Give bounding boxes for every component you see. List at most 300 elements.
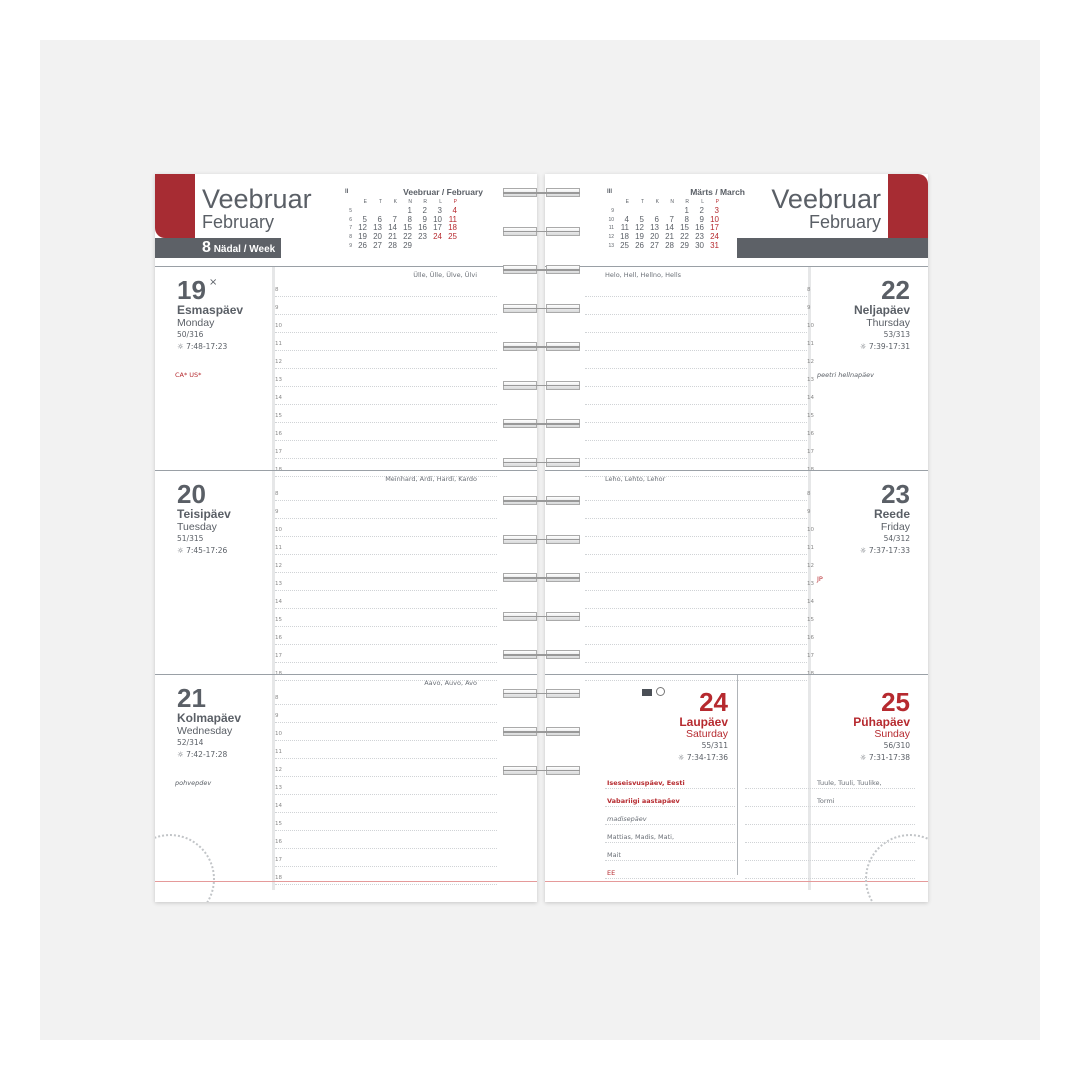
- mini-day-cell[interactable]: 2: [422, 205, 427, 215]
- hour-line[interactable]: [585, 501, 807, 519]
- mini-day-header: R: [685, 199, 689, 205]
- mini-day-cell[interactable]: 22: [403, 232, 412, 242]
- sun-times: [860, 342, 910, 351]
- sun-times: [177, 342, 227, 351]
- hour-line[interactable]: [275, 723, 497, 741]
- weekday-en: Sunday: [874, 728, 910, 740]
- hour-line[interactable]: [585, 387, 807, 405]
- hour-line[interactable]: [585, 441, 807, 459]
- hour-line[interactable]: [275, 501, 497, 519]
- hour-line[interactable]: [585, 315, 807, 333]
- mini-day-cell[interactable]: 3: [437, 205, 442, 215]
- mini-day-cell[interactable]: 27: [650, 240, 659, 250]
- mini-calendar-february: [345, 188, 485, 258]
- hour-number: 11: [275, 749, 282, 755]
- mini-week-number: 7: [349, 225, 352, 232]
- mini-week-number: 8: [349, 234, 352, 241]
- hour-number: 14: [807, 599, 814, 605]
- mini-day-cell[interactable]: 5: [362, 214, 367, 224]
- hour-line[interactable]: [275, 441, 497, 459]
- hour-number: 15: [807, 413, 814, 419]
- mini-day-cell[interactable]: 17: [433, 223, 442, 233]
- hour-number: 18: [275, 875, 282, 881]
- binding-wire: [503, 423, 580, 425]
- event-line: Iseseisvuspäev, Eesti: [607, 779, 685, 787]
- hour-number: 8: [275, 287, 279, 293]
- hour-line[interactable]: [585, 555, 807, 573]
- hour-number: 13: [807, 581, 814, 587]
- mini-day-cell[interactable]: 13: [373, 223, 382, 233]
- event-line: Tuule, Tuuli, Tuulike,: [817, 779, 882, 787]
- hour-line[interactable]: [275, 795, 497, 813]
- day-count: 52/314: [177, 738, 204, 747]
- day-number: 25: [881, 687, 910, 717]
- mini-day-cell[interactable]: 23: [418, 232, 427, 242]
- hour-number: 12: [275, 767, 282, 773]
- binding-wire: [503, 654, 580, 656]
- left-header: [155, 174, 537, 266]
- hour-line[interactable]: [275, 279, 497, 297]
- line: [745, 807, 915, 825]
- weekday-en: Tuesday: [177, 521, 217, 533]
- hour-number: 10: [275, 323, 282, 329]
- hour-line[interactable]: [275, 387, 497, 405]
- hour-number: 10: [275, 731, 282, 737]
- hour-number: 14: [275, 395, 282, 401]
- mini-week-number: 10: [608, 216, 614, 223]
- binding-wire: [503, 346, 580, 348]
- hour-line[interactable]: [275, 759, 497, 777]
- hour-number: 8: [807, 491, 811, 497]
- hour-number: 14: [275, 803, 282, 809]
- sunrise-sunset: 7:42-17:28: [186, 750, 228, 759]
- mini-day-header: N: [408, 199, 412, 205]
- line: [605, 861, 735, 879]
- hour-number: 16: [275, 431, 282, 437]
- hour-number: 17: [275, 449, 282, 455]
- weekday-et: Laupäev: [679, 715, 728, 729]
- hour-line[interactable]: [275, 705, 497, 723]
- hour-line[interactable]: [585, 537, 807, 555]
- mini-day-header: L: [701, 199, 704, 205]
- mini-day-cell[interactable]: 17: [710, 223, 719, 233]
- mini-day-cell[interactable]: 3: [714, 205, 719, 215]
- sunrise-sunset: 7:45-17:26: [186, 546, 228, 555]
- mini-day-cell[interactable]: 14: [665, 223, 674, 233]
- mini-day-cell[interactable]: 24: [710, 232, 719, 242]
- day-count: 53/313: [883, 330, 910, 339]
- day-number: 23: [881, 479, 910, 509]
- sun-icon: ☼: [177, 342, 187, 351]
- mini-day-header: E: [363, 199, 367, 205]
- weekday-en: Wednesday: [177, 725, 233, 737]
- day-number: 21: [177, 683, 206, 713]
- mini-day-cell[interactable]: 11: [448, 214, 457, 224]
- hour-line[interactable]: [585, 405, 807, 423]
- weekday-et: Teisipäev: [177, 507, 231, 521]
- hour-line[interactable]: [275, 315, 497, 333]
- hour-line[interactable]: [275, 777, 497, 795]
- mini-day-cell[interactable]: 6: [654, 214, 659, 224]
- hour-number: 11: [275, 545, 282, 551]
- mini-day-cell[interactable]: 11: [620, 223, 629, 233]
- mini-day-header: K: [393, 199, 397, 205]
- event-line: madisepäev: [607, 815, 647, 823]
- mini-week-number: 5: [349, 207, 352, 214]
- hour-line[interactable]: [275, 519, 497, 537]
- sun-icon: ☼: [859, 546, 869, 555]
- sun-times: [177, 546, 227, 555]
- mini-day-cell[interactable]: 8: [684, 214, 689, 224]
- mini-day-cell[interactable]: 31: [710, 240, 719, 250]
- hour-number: 18: [275, 671, 282, 677]
- hour-line[interactable]: [275, 831, 497, 849]
- hour-number: 13: [275, 581, 282, 587]
- hour-number: 14: [807, 395, 814, 401]
- mini-day-cell[interactable]: 2: [699, 205, 704, 215]
- hour-number: 12: [807, 359, 814, 365]
- mini-day-cell[interactable]: 19: [358, 232, 367, 242]
- mini-day-cell[interactable]: 29: [680, 240, 689, 250]
- event-line: Mattias, Madis, Mati,: [607, 833, 675, 841]
- mini-day-cell[interactable]: 29: [403, 240, 412, 250]
- sun-icon: ☼: [177, 750, 187, 759]
- hour-number: 15: [275, 617, 282, 623]
- sun-times: [177, 750, 227, 759]
- binding-wire: [503, 693, 580, 695]
- moon-phase-icon: [656, 687, 665, 696]
- mini-day-cell[interactable]: 19: [635, 232, 644, 242]
- hour-number: 17: [807, 449, 814, 455]
- mini-day-cell[interactable]: 9: [699, 214, 704, 224]
- mini-calendar-title: Märts / March: [690, 187, 745, 197]
- mini-day-cell[interactable]: 23: [695, 232, 704, 242]
- weekday-en: Monday: [177, 317, 215, 329]
- mini-day-header: E: [625, 199, 629, 205]
- mini-day-cell[interactable]: 18: [620, 232, 629, 242]
- sun-times: [860, 546, 910, 555]
- name-days: Aavo, Auvo, Avo: [424, 679, 477, 687]
- event-line: EE: [607, 869, 616, 877]
- weekday-et: Neljapäev: [853, 303, 910, 317]
- line: [745, 771, 915, 789]
- day-note: peetri hellnapäev: [817, 371, 875, 379]
- mini-calendar-grid: [607, 198, 720, 251]
- mini-day-cell[interactable]: 18: [448, 223, 457, 233]
- sunrise-sunset: 7:39-17:31: [868, 342, 910, 351]
- mini-week-number: 9: [611, 207, 614, 214]
- binding-wire: [503, 269, 580, 271]
- mini-calendar-roman: II: [345, 189, 349, 195]
- month-en: February: [808, 212, 881, 232]
- right-header: [545, 174, 928, 266]
- mini-day-cell[interactable]: 20: [650, 232, 659, 242]
- hour-line[interactable]: [585, 351, 807, 369]
- hour-number: 16: [807, 431, 814, 437]
- hour-number: 10: [807, 323, 814, 329]
- mini-day-header: T: [640, 199, 644, 205]
- hour-line[interactable]: [585, 423, 807, 441]
- hour-number: 18: [807, 467, 814, 473]
- hour-line[interactable]: [275, 627, 497, 645]
- mini-day-cell[interactable]: 30: [695, 240, 704, 250]
- weekday-en: Saturday: [685, 728, 728, 740]
- day-block[interactable]: [155, 470, 537, 677]
- day-count: 55/311: [701, 741, 728, 750]
- sun-icon: ☼: [677, 753, 687, 762]
- day-note: CA* US*: [175, 371, 202, 379]
- mini-day-cell[interactable]: 8: [407, 214, 412, 224]
- mini-day-header: P: [715, 199, 719, 205]
- hour-line[interactable]: [275, 423, 497, 441]
- mini-calendar-grid: [345, 198, 458, 251]
- mini-day-cell[interactable]: 26: [635, 240, 644, 250]
- hour-number: 9: [807, 509, 811, 515]
- hour-number: 12: [275, 359, 282, 365]
- mini-day-cell[interactable]: 10: [710, 214, 719, 224]
- hour-number: 12: [807, 563, 814, 569]
- hour-line[interactable]: [275, 609, 497, 627]
- hour-number: 13: [275, 377, 282, 383]
- hour-line[interactable]: [585, 483, 807, 501]
- mini-calendar-roman: III: [607, 189, 613, 195]
- name-days: Meinhard, Ardi, Hardi, Kardo: [385, 475, 477, 483]
- mini-day-cell[interactable]: 28: [665, 240, 674, 250]
- hour-number: 8: [275, 695, 279, 701]
- hour-line[interactable]: [585, 519, 807, 537]
- hour-line[interactable]: [275, 297, 497, 315]
- day-count: 50/316: [177, 330, 204, 339]
- weekday-et: Pühapäev: [853, 715, 910, 729]
- line: [605, 843, 735, 861]
- binding-wire: [503, 500, 580, 502]
- mini-day-cell[interactable]: 21: [388, 232, 397, 242]
- mini-day-cell[interactable]: 25: [620, 240, 629, 250]
- hour-number: 9: [275, 305, 279, 311]
- hour-line[interactable]: [275, 849, 497, 867]
- mini-day-cell[interactable]: 7: [392, 214, 397, 224]
- binding-wire: [503, 731, 580, 733]
- binding-wire: [503, 385, 580, 387]
- hour-line[interactable]: [275, 687, 497, 705]
- week-label: 8 Nädal / Week: [202, 239, 276, 256]
- mini-week-number: 13: [608, 242, 614, 249]
- name-days: Helo, Hell, Hellno, Hells: [605, 271, 682, 279]
- name-days: Leho, Lehto, Lehor: [605, 475, 666, 483]
- sunrise-sunset: 7:34-17:36: [686, 753, 728, 762]
- mini-day-cell[interactable]: [428, 242, 443, 251]
- mini-day-cell[interactable]: 24: [433, 232, 442, 242]
- mini-day-cell[interactable]: 26: [358, 240, 367, 250]
- month-et: Veebruar: [202, 184, 312, 214]
- hour-number: 11: [807, 341, 814, 347]
- mini-day-cell[interactable]: 4: [624, 214, 629, 224]
- hour-number: 17: [275, 857, 282, 863]
- sun-times: [860, 753, 910, 762]
- mini-day-cell[interactable]: 1: [407, 205, 412, 215]
- hour-number: 10: [275, 527, 282, 533]
- hour-number: 17: [807, 653, 814, 659]
- week-bar: [737, 238, 928, 258]
- mini-day-cell[interactable]: 22: [680, 232, 689, 242]
- hour-line[interactable]: [275, 333, 497, 351]
- hour-number: 12: [275, 563, 282, 569]
- mini-day-header: L: [439, 199, 442, 205]
- mini-week-number: 9: [349, 242, 352, 249]
- hour-line[interactable]: [275, 537, 497, 555]
- hour-line[interactable]: [275, 573, 497, 591]
- line: [745, 789, 915, 807]
- hour-number: 16: [807, 635, 814, 641]
- month-en: February: [202, 212, 275, 232]
- hour-number: 14: [275, 599, 282, 605]
- weekday-et: Reede: [873, 507, 910, 521]
- mini-day-cell[interactable]: 10: [433, 214, 442, 224]
- mini-day-cell[interactable]: [443, 242, 458, 251]
- mini-day-cell[interactable]: [413, 242, 428, 251]
- hour-line[interactable]: [585, 627, 807, 645]
- hour-line[interactable]: [585, 297, 807, 315]
- mini-day-cell[interactable]: 6: [377, 214, 382, 224]
- mini-day-header: R: [423, 199, 427, 205]
- mini-day-cell[interactable]: 15: [403, 223, 412, 233]
- hour-line[interactable]: [275, 555, 497, 573]
- binding-wire: [503, 192, 580, 194]
- name-days: Ülle, Ülle, Ülve, Ülvi: [413, 271, 477, 279]
- day-block[interactable]: [545, 266, 928, 473]
- day-count: 54/312: [883, 534, 910, 543]
- event-line: Vabariigi aastapäev: [607, 797, 680, 805]
- mini-day-cell[interactable]: 13: [650, 223, 659, 233]
- day-count: 51/315: [177, 534, 204, 543]
- day-number: 20: [177, 479, 206, 509]
- day-block[interactable]: [545, 470, 928, 677]
- weekend-block: [545, 674, 928, 878]
- mini-day-cell[interactable]: 16: [418, 223, 427, 233]
- weekday-et: Esmaspäev: [177, 303, 244, 317]
- sunrise-sunset: 7:31-17:38: [868, 753, 910, 762]
- hour-number: 15: [275, 821, 282, 827]
- mini-day-cell[interactable]: 16: [695, 223, 704, 233]
- mini-day-cell[interactable]: 20: [373, 232, 382, 242]
- sun-icon: ☼: [177, 546, 187, 555]
- hour-line[interactable]: [275, 405, 497, 423]
- hour-line[interactable]: [585, 279, 807, 297]
- mini-day-cell[interactable]: 4: [452, 205, 457, 215]
- hour-number: 13: [807, 377, 814, 383]
- hour-number: 9: [807, 305, 811, 311]
- mini-day-cell[interactable]: 27: [373, 240, 382, 250]
- mini-calendar-march: [607, 188, 747, 258]
- binding-wire: [503, 308, 580, 310]
- mini-calendar-title: Veebruar / February: [403, 187, 483, 197]
- hour-line[interactable]: [585, 645, 807, 663]
- hour-line[interactable]: [585, 609, 807, 627]
- binding-wire: [503, 577, 580, 579]
- day-mark: ×: [209, 277, 218, 288]
- month-tab: [155, 174, 195, 238]
- day-block[interactable]: [155, 674, 537, 881]
- mini-day-cell[interactable]: 25: [448, 232, 457, 242]
- hour-line[interactable]: [585, 573, 807, 591]
- hour-line[interactable]: [275, 645, 497, 663]
- sun-icon: ☼: [859, 342, 869, 351]
- mini-day-cell[interactable]: 9: [422, 214, 427, 224]
- hour-number: 10: [807, 527, 814, 533]
- sun-times: [678, 753, 728, 762]
- hour-number: 8: [275, 491, 279, 497]
- mini-day-header: T: [378, 199, 382, 205]
- binding-wire: [503, 539, 580, 541]
- hour-line[interactable]: [585, 369, 807, 387]
- line: [605, 771, 735, 789]
- hour-number: 11: [807, 545, 814, 551]
- line: [605, 825, 735, 843]
- binding-wire: [503, 231, 580, 233]
- hour-number: 17: [275, 653, 282, 659]
- day-number: 24: [699, 687, 728, 717]
- mini-day-cell[interactable]: 12: [358, 223, 367, 233]
- hour-number: 9: [275, 509, 279, 515]
- day-block[interactable]: [155, 266, 537, 473]
- hour-line[interactable]: [275, 351, 497, 369]
- line: [605, 789, 735, 807]
- hour-number: 18: [807, 671, 814, 677]
- hour-number: 15: [275, 413, 282, 419]
- mini-week-number: 12: [608, 234, 614, 241]
- mini-day-cell[interactable]: 14: [388, 223, 397, 233]
- mini-day-cell[interactable]: 5: [639, 214, 644, 224]
- binding-wire: [503, 462, 580, 464]
- hour-line[interactable]: [585, 591, 807, 609]
- mini-day-header: P: [453, 199, 457, 205]
- hour-line[interactable]: [275, 591, 497, 609]
- event-line: Tormi: [817, 797, 835, 805]
- hour-line[interactable]: [275, 483, 497, 501]
- hour-line[interactable]: [275, 369, 497, 387]
- day-note: pohvepdev: [175, 779, 212, 787]
- mini-day-cell[interactable]: 7: [669, 214, 674, 224]
- mini-day-cell[interactable]: 28: [388, 240, 397, 250]
- hour-number: 15: [807, 617, 814, 623]
- weekday-en: Friday: [880, 521, 910, 533]
- right-page: [545, 174, 928, 902]
- mini-day-cell[interactable]: 1: [684, 205, 689, 215]
- hour-line[interactable]: [585, 333, 807, 351]
- mini-day-header: K: [655, 199, 659, 205]
- hour-number: 16: [275, 635, 282, 641]
- flag-icon: [642, 689, 652, 696]
- hour-number: 11: [275, 341, 282, 347]
- mini-day-cell[interactable]: 15: [680, 223, 689, 233]
- hour-line[interactable]: [275, 867, 497, 885]
- hour-number: 18: [275, 467, 282, 473]
- left-page: [155, 174, 537, 902]
- hour-line[interactable]: [275, 741, 497, 759]
- binding-wire: [503, 770, 580, 772]
- mini-day-cell[interactable]: 12: [635, 223, 644, 233]
- sunrise-sunset: 7:37-17:33: [868, 546, 910, 555]
- month-et: Veebruar: [771, 184, 881, 214]
- weekday-et: Kolmapäev: [177, 711, 242, 725]
- month-tab: [888, 174, 928, 238]
- hour-number: 13: [275, 785, 282, 791]
- hour-number: 16: [275, 839, 282, 845]
- hour-line[interactable]: [275, 813, 497, 831]
- mini-day-cell[interactable]: 21: [665, 232, 674, 242]
- day-number: 22: [881, 275, 910, 305]
- mini-day-header: N: [670, 199, 674, 205]
